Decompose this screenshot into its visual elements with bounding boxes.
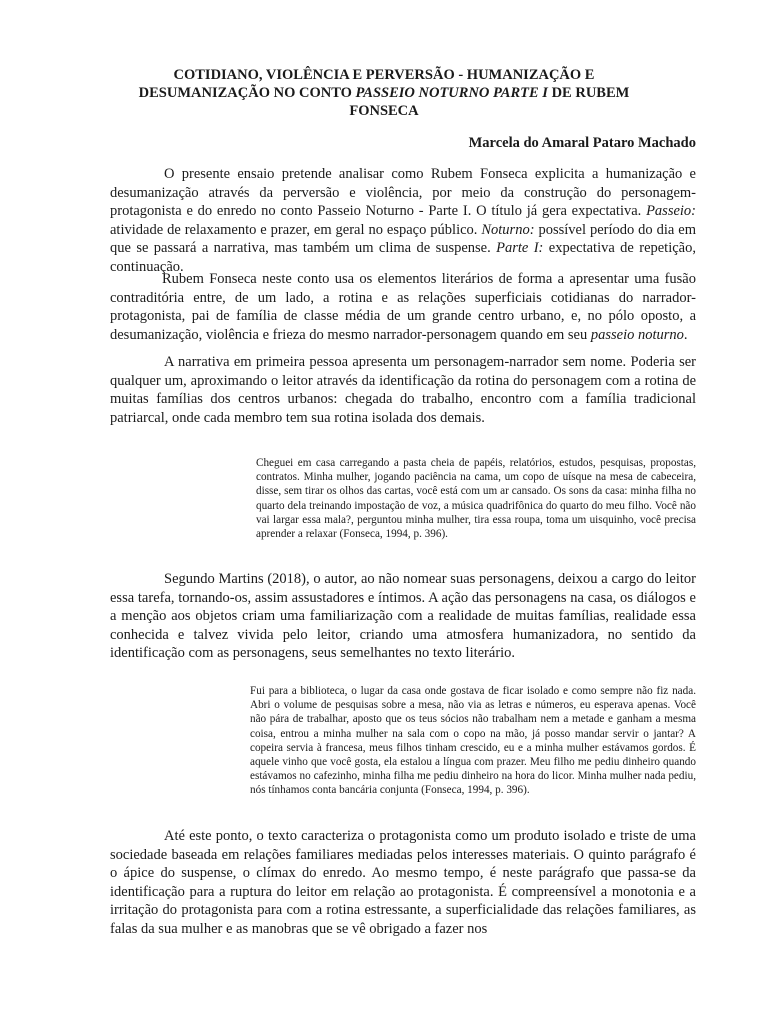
block-quote-2: Fui para a biblioteca, o lugar da casa onde gostava de ficar isolado e como sempre não fiz nada. Abri o volume de pesquisas sobre a mesa, não via as letras e números, eu esperava apenas. Você não pára de trabalhar, aposto que os teus sócios não trabalham nem a metade e ganham a mesma coisa, entrou a minha mulher na sala com o copo na mão, já posso mandar servir o jantar? A copeira servia à francesa, meus filhos tinham crescido, eu e a minha mulher estávamos gordos. É aquele vinho que você gosta, ela estalou a língua com prazer. Meu filho me pediu dinheiro quando estávamos no cafezinho, minha filha me pediu dinheiro na hora do licor. Minha mulher nada pediu, nós tínhamos conta bancária conjunta (Fonseca, 1994, p. 396). <box>250 685 696 797</box>
p2-term-passeio-noturno: passeio noturno <box>590 326 684 343</box>
p1-text-a: O presente ensaio pretende analisar como Rubem Fonseca explicita a humanização e desumanização através da perversão e violência, por meio da construção do personagem-protagonista e do enredo no conto Passeio Noturno - Parte I. O título já gera expectativa. <box>110 166 696 220</box>
p2-text-a: Rubem Fonseca neste conto usa os elementos literários de forma a apresentar uma fusão contraditória entre, de um lado, a rotina e as relações superficiais cotidianas do narrador-protagonista, pai de família de classe média de um grande centro urbano, e, no pólo oposto, a desumanização, violência e frieza do mesmo narrador-personagem quando em seu <box>110 271 696 343</box>
p3-text: A narrativa em primeira pessoa apresenta um personagem-narrador sem nome. Poderia ser qualquer um, aproximando o leitor através da identificação da rotina do personagem com a rotina de muitas famílias dos centros urbanos: chegada do trabalho, encontro com a família tradicional patriarcal, onde cada membro tem sua rotina isolada dos demais. <box>110 354 696 426</box>
paragraph-5 <box>110 827 696 939</box>
p1-text-g: expectativa de repetição, continuação. <box>110 240 696 275</box>
paragraph-1 <box>110 165 696 277</box>
paragraph-3 <box>110 353 696 427</box>
p4-text: Segundo Martins (2018), o autor, ao não nomear suas personagens, deixou a cargo do leitor essa tarefa, tornando-os, assim assustadores e íntimos. A ação das personagens na casa, os diálogos e a menção aos objetos criam uma familiarização com a realidade de muitas famílias, realidade essa conhecida e talvez vivida pelo leitor, criando uma atmosfera humanizadora, no sentido da identificação com as personagens, seus semelhantes no texto literário. <box>110 571 696 662</box>
p5-text: Até este ponto, o texto caracteriza o protagonista como um produto isolado e triste de uma sociedade baseada em relações familiares mediadas pelos interesses materiais. O quinto parágrafo é o ápice do suspense, o clímax do enredo. Ao mesmo tempo, é neste parágrafo que passa-se da identificação para a ruptura do leitor em relação ao protagonista. É compreensível a monotonia e a irritação do protagonista para com a rotina estressante, a superficialidade das relações familiares, as falas da sua mulher e as manobras que se vê obrigado a fazer nos <box>110 828 696 937</box>
p1-term-noturno: Noturno: <box>481 221 535 238</box>
title-text-part2: DE RUBEM FONSECA <box>349 85 630 119</box>
title-text-part1: COTIDIANO, VIOLÊNCIA E PERVERSÃO - HUMANIZAÇÃO E DESUMANIZAÇÃO NO CONTO <box>138 67 595 101</box>
block-quote-1: Cheguei em casa carregando a pasta cheia de papéis, relatórios, estudos, pesquisas, propostas, contratos. Minha mulher, jogando paciência na cama, um copo de uísque na mesa de cabeceira, disse, sem tirar os olhos das cartas, você está com um ar cansado. Os sons da casa: minha filha no quarto dela treinando impostação de voz, a música quadrifônica do quarto do meu filho. Você não vai largar essa mala?, perguntou minha mulher, tira essa roupa, toma um uisquinho, você precisa aprender a relaxar (Fonseca, 1994, p. 396). <box>256 457 696 541</box>
paragraph-2 <box>110 270 696 344</box>
author-name: Marcela do Amaral Pataro Machado <box>468 135 696 151</box>
p2-text-c: . <box>683 326 688 343</box>
p1-text-c: atividade de relaxamento e prazer, em geral no espaço público. <box>110 221 482 238</box>
document-title <box>110 66 658 120</box>
paragraph-4 <box>110 570 696 663</box>
p1-term-parte: Parte I: <box>496 240 544 257</box>
title-italic-story-name: PASSEIO NOTURNO PARTE I <box>355 85 548 101</box>
p1-text-e: possível período do dia em que se passará a narrativa, mas também um clima de suspense. <box>110 221 696 257</box>
p1-term-passeio: Passeio: <box>646 203 696 220</box>
